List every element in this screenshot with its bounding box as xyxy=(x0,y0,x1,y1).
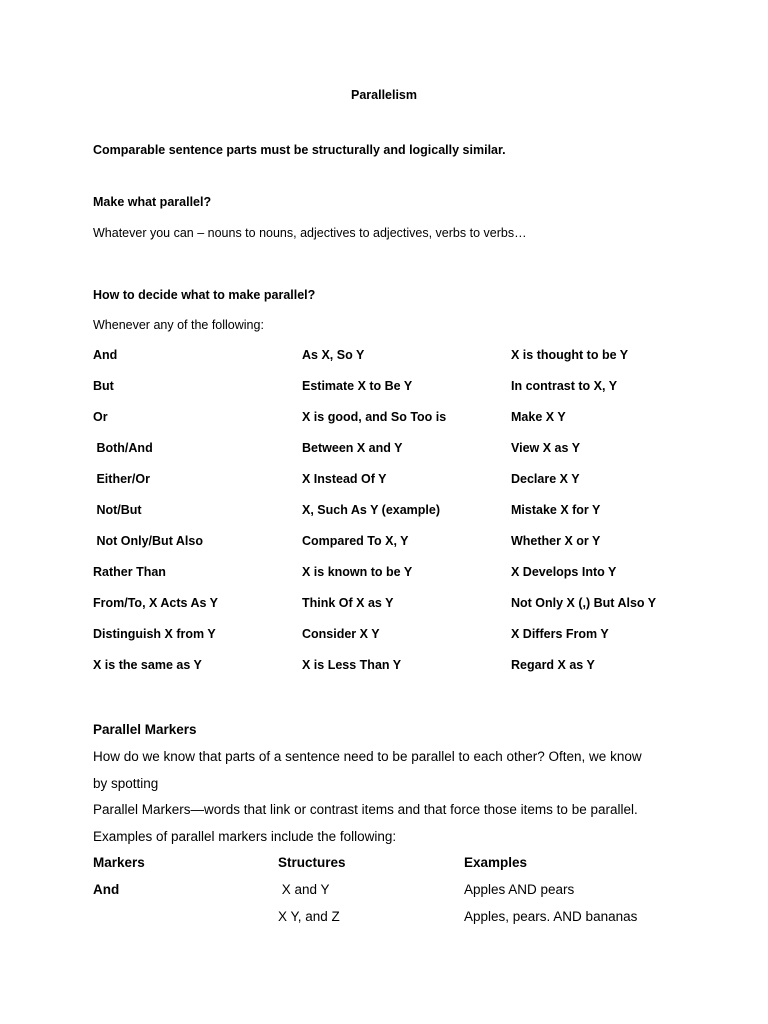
trigger-cell: Not Only/But Also xyxy=(93,534,203,548)
question-heading-make-what-parallel: Make what parallel? xyxy=(93,195,212,209)
markers-para1-line1: How do we know that parts of a sentence need to be parallel to each other? Often, we know xyxy=(93,749,642,764)
lead-whenever: Whenever any of the following: xyxy=(93,318,264,332)
table-row xyxy=(93,882,713,909)
trigger-cell: Not Only X (,) But Also Y xyxy=(511,596,657,610)
trigger-cell: And xyxy=(93,348,118,362)
trigger-cell: In contrast to X, Y xyxy=(511,379,618,393)
trigger-cell: X is known to be Y xyxy=(302,565,413,579)
table-row xyxy=(93,909,713,936)
trigger-cell: Regard X as Y xyxy=(511,658,595,672)
section-heading-parallel-markers: Parallel Markers xyxy=(93,722,197,737)
trigger-cell: Between X and Y xyxy=(302,441,403,455)
trigger-cell: Mistake X for Y xyxy=(511,503,601,517)
header-markers: Markers xyxy=(93,855,145,870)
trigger-cell: From/To, X Acts As Y xyxy=(93,596,219,610)
answer-make-what-parallel: Whatever you can – nouns to nouns, adjectives to adjectives, verbs to verbs… xyxy=(93,226,527,240)
trigger-cell: Either/Or xyxy=(93,472,150,486)
trigger-cell: Whether X or Y xyxy=(511,534,601,548)
trigger-row xyxy=(93,596,753,627)
markers-para1-line2: by spotting xyxy=(93,775,159,791)
markers-paragraph xyxy=(93,744,703,850)
trigger-cell: X Develops Into Y xyxy=(511,565,617,579)
header-examples: Examples xyxy=(464,855,528,870)
trigger-cell: Or xyxy=(93,410,108,424)
trigger-row xyxy=(93,379,753,410)
header-structures: Structures xyxy=(278,855,346,870)
trigger-cell: Consider X Y xyxy=(302,627,380,641)
trigger-grid xyxy=(93,348,753,689)
example-cell: Apples AND pears xyxy=(464,882,575,897)
marker-cell: And xyxy=(93,882,120,897)
trigger-row xyxy=(93,627,753,658)
trigger-cell: X Differs From Y xyxy=(511,627,609,641)
markers-table-header xyxy=(93,855,713,882)
question-heading-how-to-decide: How to decide what to make parallel? xyxy=(93,288,316,302)
trigger-cell: Rather Than xyxy=(93,565,166,579)
trigger-cell: Distinguish X from Y xyxy=(93,627,216,641)
intro-statement: Comparable sentence parts must be structurally and logically similar. xyxy=(93,143,506,157)
trigger-row xyxy=(93,348,753,379)
markers-para3: Examples of parallel markers include the following: xyxy=(93,828,397,844)
trigger-cell: Compared To X, Y xyxy=(302,534,409,548)
structure-cell: X Y, and Z xyxy=(278,909,340,924)
trigger-cell: Both/And xyxy=(93,441,153,455)
trigger-cell: Not/But xyxy=(93,503,142,517)
markers-table xyxy=(93,855,713,936)
trigger-cell: X, Such As Y (example) xyxy=(302,503,441,517)
trigger-cell: Make X Y xyxy=(511,410,566,424)
trigger-cell: X Instead Of Y xyxy=(302,472,387,486)
trigger-cell: Think Of X as Y xyxy=(302,596,394,610)
trigger-cell: Estimate X to Be Y xyxy=(302,379,413,393)
trigger-row xyxy=(93,658,753,689)
trigger-cell: As X, So Y xyxy=(302,348,365,362)
trigger-cell: X is Less Than Y xyxy=(302,658,402,672)
example-cell: Apples, pears. AND bananas xyxy=(464,909,638,924)
trigger-row xyxy=(93,534,753,565)
trigger-row xyxy=(93,472,753,503)
trigger-row xyxy=(93,441,753,472)
document-title: Parallelism xyxy=(350,88,417,102)
markers-para2: Parallel Markers—words that link or contrast items and that force those items to be parallel. xyxy=(93,802,638,817)
structure-cell: X and Y xyxy=(278,882,330,897)
trigger-row xyxy=(93,565,753,596)
trigger-cell: Declare X Y xyxy=(511,472,580,486)
trigger-cell: X is the same as Y xyxy=(93,658,202,672)
trigger-cell: X is good, and So Too is xyxy=(302,410,447,424)
trigger-cell: X is thought to be Y xyxy=(511,348,629,362)
trigger-cell: But xyxy=(93,379,114,393)
trigger-cell: View X as Y xyxy=(511,441,581,455)
trigger-row xyxy=(93,503,753,534)
trigger-row xyxy=(93,410,753,441)
